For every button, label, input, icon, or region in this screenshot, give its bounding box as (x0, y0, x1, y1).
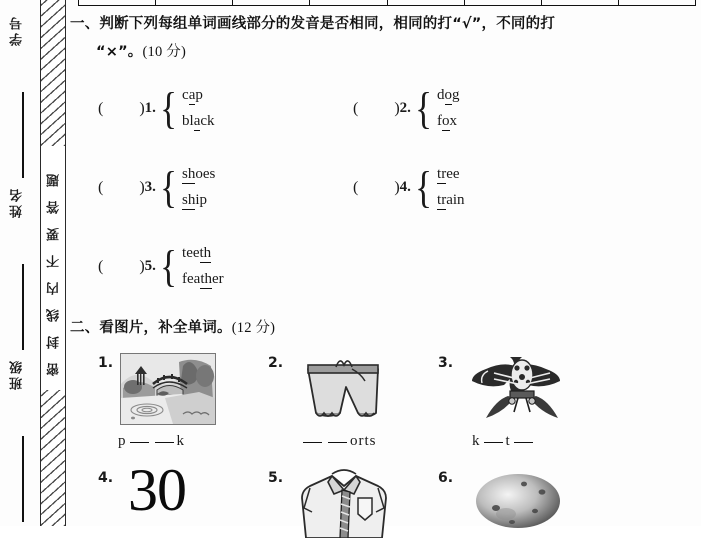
answer-bracket-close: ) (394, 99, 400, 117)
word-line: dog (437, 87, 460, 103)
section-1-title-cont: “×”。 (96, 44, 143, 60)
answer-blank[interactable] (484, 442, 503, 443)
pronunciation-item-2: ( ) 2. { dog fox (353, 83, 460, 133)
answer-blank[interactable] (514, 442, 533, 443)
answer-bracket-open: ( (98, 99, 104, 117)
section-1-heading-line2 (96, 40, 186, 65)
item-number: 6. (438, 470, 454, 486)
answer-prefix: k (472, 433, 481, 449)
id-field-label: 学号 (9, 14, 25, 46)
park-illustration-icon (120, 353, 216, 425)
word-pair (437, 167, 465, 208)
section-1-title: 判断下列每组单词画线部分的发音是否相同，相同的打“√”，不同的打 (99, 16, 556, 32)
pronunciation-item-5: ( ) 5. { teeth feather (98, 241, 224, 291)
word-line: tree (437, 166, 460, 182)
word-line: teeth (182, 245, 212, 261)
exam-content (68, 8, 701, 526)
id-field-label: 姓名 (9, 186, 25, 218)
answer-blank[interactable] (303, 442, 322, 443)
score-table-cell (388, 0, 465, 5)
item-number: 4. (98, 470, 114, 486)
id-field-class (0, 358, 34, 390)
answer-suffix: t (505, 433, 511, 449)
underlined-part: o (444, 87, 453, 103)
answer-suffix: k (176, 433, 185, 449)
item-number: 2. (268, 355, 284, 371)
answer-bracket-close: ) (139, 257, 145, 275)
word-line: train (437, 192, 465, 208)
answer-bracket-open: ( (353, 99, 359, 117)
underlined-part: tr (437, 192, 447, 208)
seal-hatch-top (41, 0, 65, 146)
item-number: 1. (144, 100, 156, 116)
section-2-title: 看图片，补全单词。 (99, 320, 232, 336)
score-table (78, 0, 696, 6)
answer-bracket-open: ( (353, 178, 359, 196)
pronunciation-item-3: ( ) 3. { shoes ship (98, 162, 216, 212)
left-margin-seal-area (0, 0, 68, 526)
item-number: 4. (399, 179, 411, 195)
seal-line-label: 密封线内不要答题 (46, 160, 62, 376)
item-number: 2. (399, 100, 411, 116)
item-number: 5. (144, 258, 156, 274)
id-field-writing-line (22, 92, 24, 178)
shirt-illustration-icon (298, 468, 390, 538)
seal-line-text (41, 148, 67, 388)
underlined-part: th (199, 245, 212, 261)
seal-hatch-bottom (41, 390, 65, 526)
answer-line-3[interactable] (472, 433, 536, 450)
section-2-points: (12 分) (231, 320, 276, 336)
kite-illustration-icon (472, 353, 572, 425)
word-line: shoes (182, 166, 216, 182)
word-line: feather (182, 271, 224, 287)
answer-bracket-open: ( (98, 178, 104, 196)
section-1-heading-line1 (70, 12, 555, 37)
id-field-writing-line (22, 436, 24, 522)
number-30-text: 30 (128, 457, 186, 523)
shorts-illustration-icon (296, 353, 392, 427)
answer-bracket-close: ) (139, 99, 145, 117)
answer-bracket-close: ) (394, 178, 400, 196)
answer-bracket-close: ) (139, 178, 145, 196)
score-table-cell (542, 0, 619, 5)
answer-blank[interactable] (155, 442, 174, 443)
pronunciation-item-1: ( ) 1. { cap black (98, 83, 215, 133)
seal-line-strip (40, 0, 66, 526)
underlined-part: o (442, 113, 450, 129)
id-field-student-number (0, 14, 34, 46)
score-table-cell (79, 0, 156, 5)
word-line: fox (437, 113, 458, 129)
section-2-number: 二、 (70, 320, 100, 336)
word-line: cap (182, 87, 203, 103)
underlined-part: sh (182, 192, 196, 208)
word-line: ship (182, 192, 208, 208)
section-1-number: 一、 (70, 16, 100, 32)
answer-line-1[interactable] (118, 433, 185, 450)
score-table-cell (233, 0, 310, 5)
answer-bracket-open: ( (98, 257, 104, 275)
section-2-heading (70, 316, 275, 341)
id-field-writing-line (22, 264, 24, 350)
id-field-name (0, 186, 34, 218)
score-table-cell (619, 0, 695, 5)
pronunciation-item-4: ( ) 4. { tree train (353, 162, 465, 212)
score-table-cell (310, 0, 387, 5)
id-field-label: 班级 (9, 358, 25, 390)
word-line: black (182, 113, 215, 129)
item-number: 3. (438, 355, 454, 371)
word-pair (182, 246, 224, 287)
underlined-part: sh (182, 166, 196, 182)
answer-blank[interactable] (130, 442, 149, 443)
score-table-cell (465, 0, 542, 5)
underlined-part: th (200, 271, 213, 287)
potato-illustration-icon (472, 470, 564, 532)
section-1-points: (10 分) (142, 44, 186, 60)
underlined-part: a (188, 87, 196, 103)
underlined-part: tr (437, 166, 447, 182)
word-pair (437, 88, 460, 129)
word-pair (182, 167, 215, 208)
answer-blank[interactable] (328, 442, 347, 443)
item-number: 1. (98, 355, 114, 371)
underlined-part: a (193, 113, 201, 129)
answer-suffix: orts (350, 433, 377, 449)
answer-prefix: p (118, 433, 127, 449)
number-30-illustration (128, 457, 186, 523)
score-table-cell (156, 0, 233, 5)
item-number: 5. (268, 470, 284, 486)
answer-line-2[interactable] (300, 433, 377, 450)
word-pair (182, 88, 215, 129)
item-number: 3. (144, 179, 156, 195)
